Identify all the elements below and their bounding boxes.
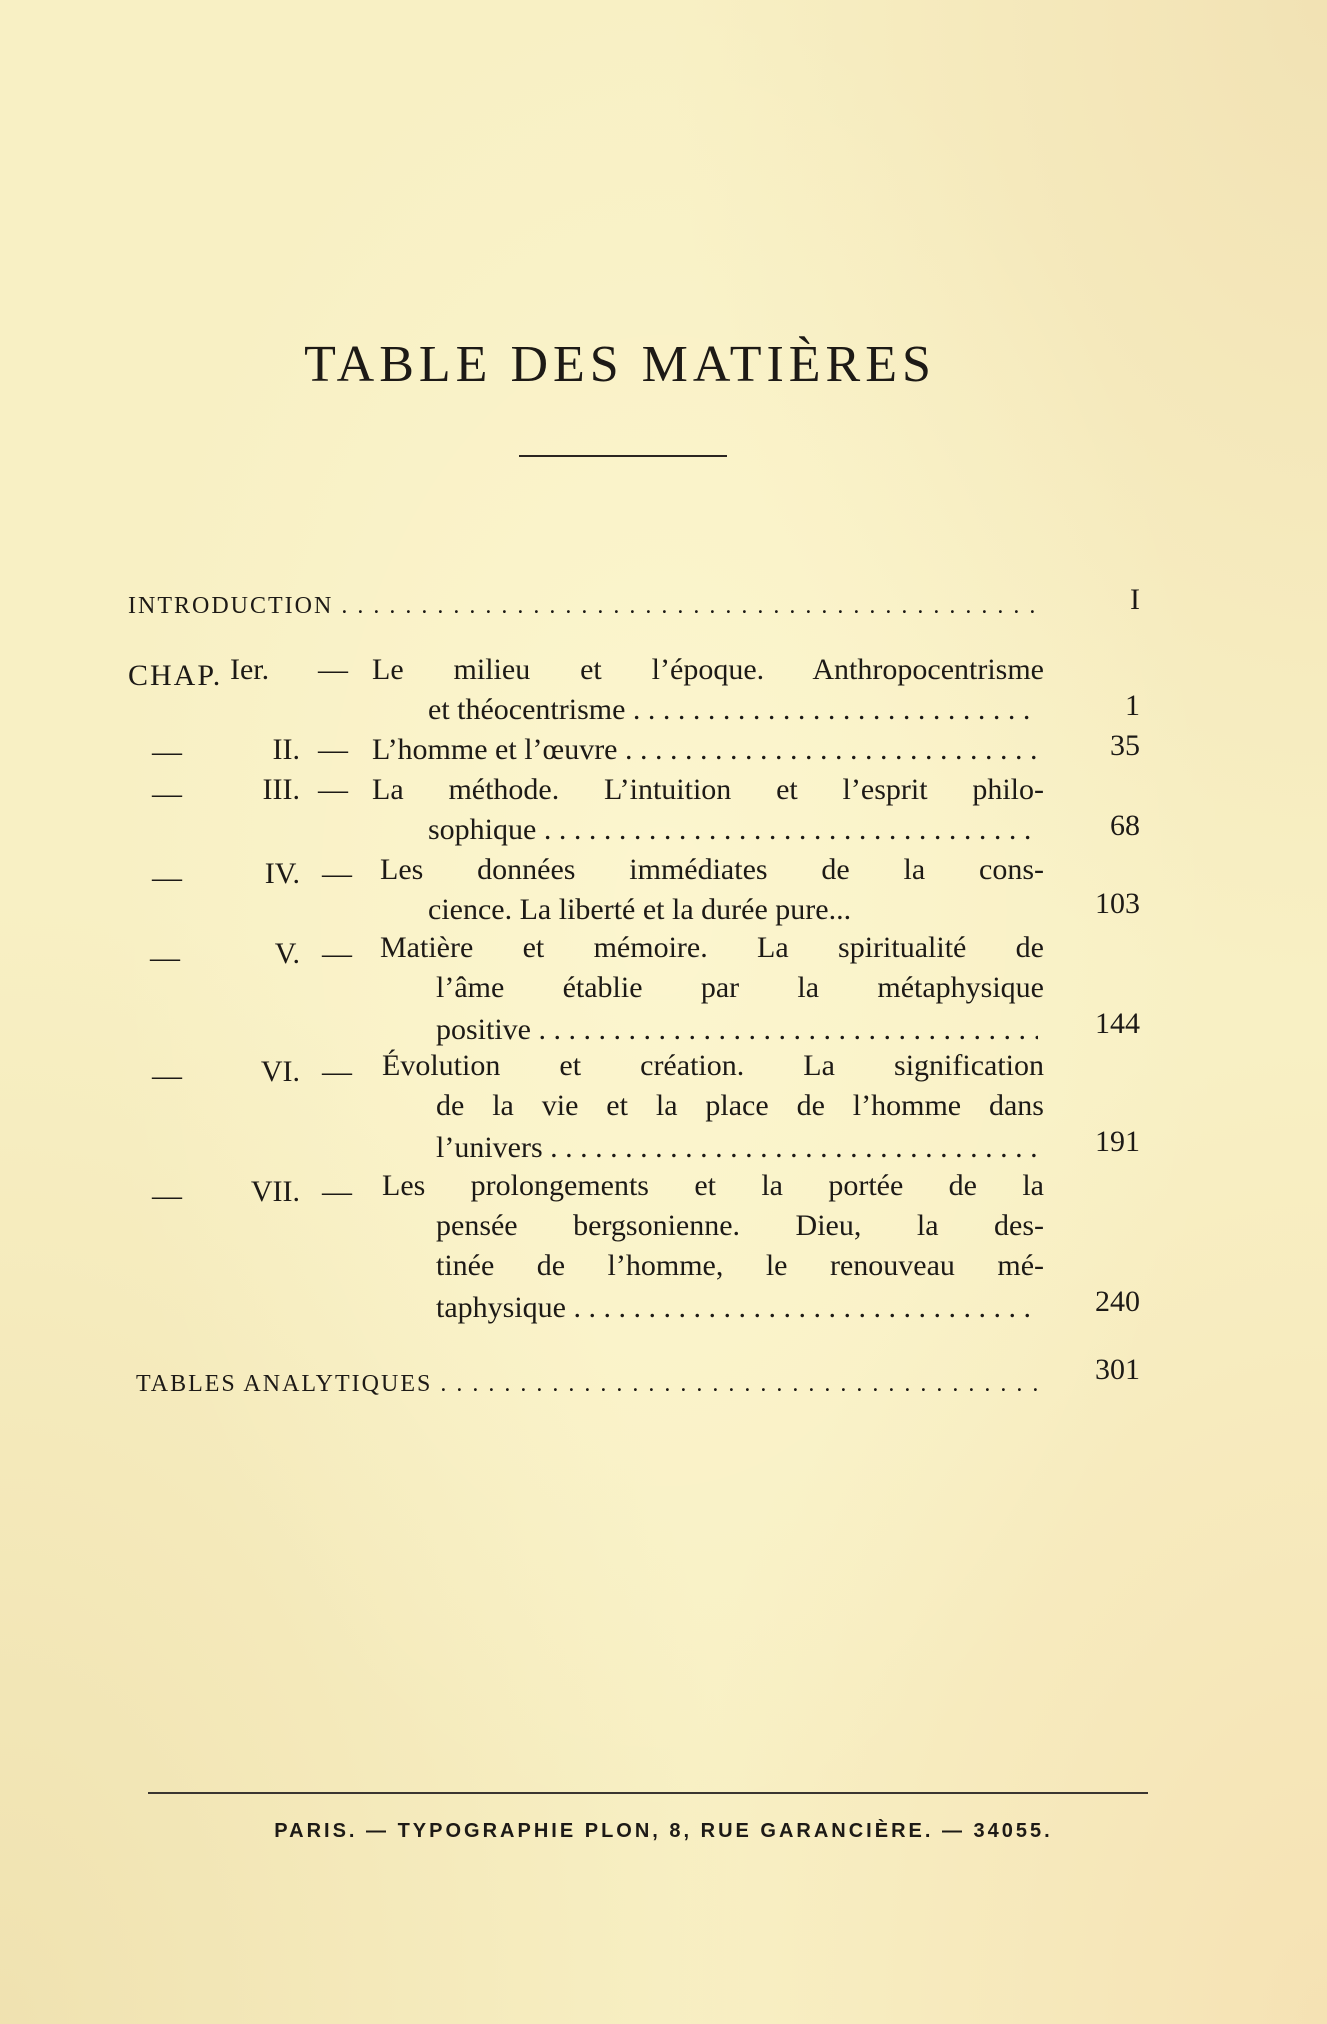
chapter-title-line xyxy=(372,730,1038,770)
chapter-page: 103 xyxy=(1095,887,1140,920)
chapter-title-line: l’âme établie par la métaphysique xyxy=(436,971,1044,1004)
chapter-title-line: La méthode. L’intuition et l’esprit philo- xyxy=(372,773,1044,806)
chapter-dash: — xyxy=(322,937,352,970)
chapter-dash: — xyxy=(318,653,348,686)
chapter-page: 35 xyxy=(1110,729,1140,762)
chapter-prefix: — xyxy=(150,941,180,974)
chapter-page: 144 xyxy=(1095,1007,1140,1040)
title-rule xyxy=(519,455,727,457)
toc-page-introduction: I xyxy=(1130,583,1140,616)
chapter-title-line: Évolution et création. La signification xyxy=(382,1049,1044,1082)
chapter-title-line xyxy=(428,810,1038,850)
chapter-title-text: taphysique . . . xyxy=(436,1291,1038,1324)
chapter-title-text: L’homme et l’œuvre . . . xyxy=(372,733,1038,766)
chapter-dash: — xyxy=(318,733,348,766)
toc-entry-introduction xyxy=(128,586,1038,626)
printer-imprint: PARIS. — TYPOGRAPHIE PLON, 8, RUE GARANCIÈRE. — 34055. xyxy=(274,1820,1053,1842)
chapter-page: 1 xyxy=(1125,689,1140,722)
chapter-numeral: VII. xyxy=(250,1175,300,1208)
chapter-title-line xyxy=(436,1010,1038,1050)
chapter-title-line: Les données immédiates de la cons- xyxy=(380,853,1044,886)
chapter-prefix: — xyxy=(152,777,182,810)
toc-page-tables: 301 xyxy=(1095,1353,1140,1386)
chapter-title-text: positive . . . xyxy=(436,1013,1038,1046)
chapter-page: 68 xyxy=(1110,809,1140,842)
chapter-title-text: l’univers . . . xyxy=(436,1131,1038,1164)
chapter-dash: — xyxy=(318,773,348,806)
chapter-title-line: cience. La liberté et la durée pure... xyxy=(428,893,852,926)
chapter-title-text: et théocentrisme . . . xyxy=(428,693,1038,726)
chapter-prefix: — xyxy=(152,1059,182,1092)
toc-entry-tables xyxy=(136,1364,1038,1404)
chapter-prefix: — xyxy=(152,861,182,894)
chapter-title-text: sophique . . . xyxy=(428,813,1038,846)
chapter-title-line: Le milieu et l’époque. Anthropocentrisme xyxy=(372,653,1044,686)
chapter-numeral: IV. xyxy=(264,857,300,890)
chapter-title-line xyxy=(436,1128,1038,1168)
chapter-numeral: V. xyxy=(274,937,300,970)
toc-label-tables: TABLES ANALYTIQUES . . . xyxy=(136,1371,1038,1397)
toc-label-introduction: INTRODUCTION . . . xyxy=(128,593,1038,619)
chapter-prefix: — xyxy=(152,735,182,768)
chapter-prefix: — xyxy=(152,1179,182,1212)
chapter-title-line xyxy=(436,1288,1038,1328)
chapter-title-line: Matière et mémoire. La spiritualité de xyxy=(380,931,1044,964)
chapter-prefix: CHAP. xyxy=(128,659,223,692)
chapter-dash: — xyxy=(322,857,352,890)
chapter-title-line: tinée de l’homme, le renouveau mé- xyxy=(436,1249,1044,1282)
chapter-title-line: de la vie et la place de l’homme dans xyxy=(436,1089,1044,1122)
chapter-dash: — xyxy=(322,1175,352,1208)
chapter-page: 240 xyxy=(1095,1285,1140,1318)
chapter-page: 191 xyxy=(1095,1125,1140,1158)
chapter-numeral: II. xyxy=(272,733,300,766)
chapter-title-line xyxy=(428,690,1038,730)
footer-rule xyxy=(148,1792,1148,1794)
chapter-title-line: Les prolongements et la portée de la xyxy=(382,1169,1044,1202)
chapter-dash: — xyxy=(322,1055,352,1088)
chapter-numeral: VI. xyxy=(260,1055,300,1088)
chapter-title-line: pensée bergsonienne. Dieu, la des- xyxy=(436,1209,1044,1242)
chapter-numeral: Ier. xyxy=(230,653,270,686)
chapter-numeral: III. xyxy=(262,773,300,806)
page-title: TABLE DES MATIÈRES xyxy=(304,336,936,393)
